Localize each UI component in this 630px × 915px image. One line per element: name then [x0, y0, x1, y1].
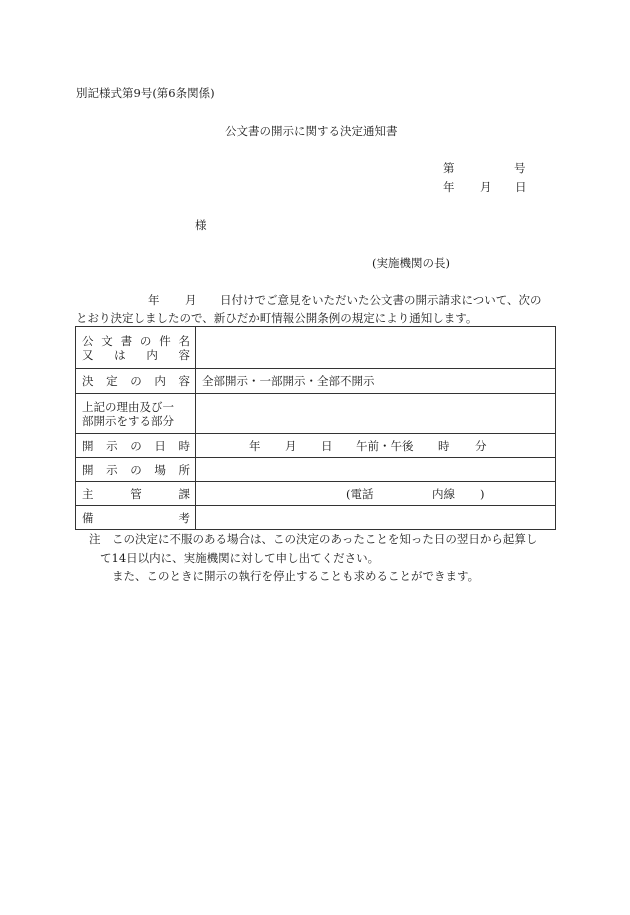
decision-form-table: [75, 326, 556, 530]
table-row: [76, 327, 556, 369]
phone-ext-label: 内線: [432, 487, 455, 501]
reason-value[interactable]: [196, 394, 556, 434]
table-row: [76, 458, 556, 482]
table-row: [76, 394, 556, 434]
datetime-day: 日: [321, 439, 333, 453]
note-line-3: また、このときに開示の執行を停止することも求めることができます。: [112, 569, 480, 583]
label-line: 上記の理由及び一: [82, 399, 174, 414]
intro-line1: 日付けでご意見をいただいた公文書の開示請求について、次の: [220, 293, 542, 307]
label-line: 主 管 課: [82, 486, 190, 501]
table-row: [76, 506, 556, 530]
table-row: [76, 482, 556, 506]
document-number-prefix: 第: [443, 161, 455, 175]
label-line: 部開示をする部分: [82, 413, 174, 428]
form-reference: 別記様式第9号(第6条関係): [76, 86, 215, 100]
label-line: 決 定 の 内 容: [82, 374, 190, 388]
datetime-hour: 時: [438, 439, 450, 453]
label-line: 又 は 内 容: [82, 347, 190, 362]
note-line-2: て14日以内に、実施機関に対して申し出てください。: [100, 551, 380, 565]
note-mark: 注: [89, 532, 101, 546]
document-title: 公文書の開示に関する決定通知書: [225, 124, 398, 138]
row-label: [76, 482, 196, 506]
row-label: [76, 369, 196, 394]
disclosure-place-value[interactable]: [196, 458, 556, 482]
remarks-value[interactable]: [196, 506, 556, 530]
intro-month: 月: [185, 293, 197, 307]
label-line: 開 示 の 日 時: [82, 438, 190, 453]
issue-date-day: 日: [515, 180, 527, 194]
table-row: [76, 434, 556, 458]
datetime-month: 月: [285, 439, 297, 453]
responsible-section-value[interactable]: [196, 482, 556, 506]
label-line: 公 文 書 の 件 名: [82, 333, 190, 348]
phone-label: (電話: [346, 487, 374, 501]
intro-line2: とおり決定しましたので、新ひだか町情報公開条例の規定により通知します。: [76, 311, 478, 325]
decision-content-value[interactable]: 全部開示・一部開示・全部不開示: [196, 369, 556, 394]
intro-year: 年: [148, 293, 160, 307]
row-label: [76, 506, 196, 530]
note-line-1: この決定に不服のある場合は、この決定のあったことを知った日の翌日から起算し: [112, 532, 538, 546]
row-label: [76, 327, 196, 369]
row-label: [76, 394, 196, 434]
label-line: 開 示 の 場 所: [82, 462, 190, 477]
label-line: 備 考: [82, 510, 190, 525]
issuer-name: (実施機関の長): [372, 256, 450, 270]
datetime-year: 年: [249, 439, 261, 453]
datetime-ampm: 午前・午後: [356, 439, 414, 453]
issue-date-month: 月: [480, 180, 492, 194]
addressee-suffix: 様: [195, 218, 207, 232]
disclosure-datetime-value[interactable]: [196, 434, 556, 458]
datetime-minute: 分: [475, 439, 487, 453]
document-number-suffix: 号: [514, 161, 526, 175]
document-name-value[interactable]: [196, 327, 556, 369]
row-label: [76, 434, 196, 458]
phone-close: ): [480, 487, 485, 501]
issue-date-year: 年: [443, 180, 455, 194]
row-label: [76, 458, 196, 482]
table-row: [76, 369, 556, 394]
